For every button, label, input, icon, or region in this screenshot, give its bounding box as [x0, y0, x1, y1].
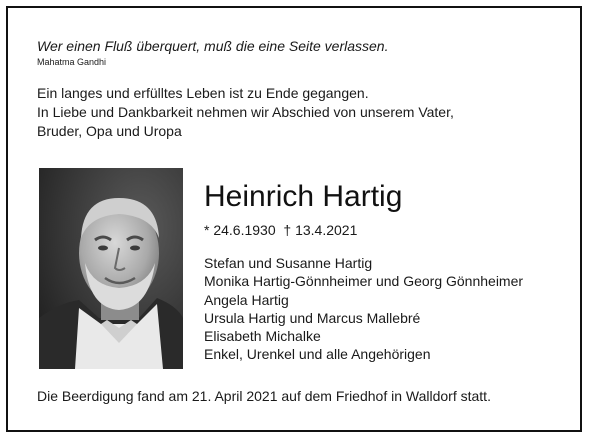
- mourner-entry: Elisabeth Michalke: [204, 328, 321, 345]
- intro-line: Ein langes und erfülltes Leben ist zu Ende gegangen.: [37, 85, 369, 101]
- obituary-card: [6, 6, 582, 432]
- intro-text: [37, 84, 557, 141]
- intro-line: Bruder, Opa und Uropa: [37, 123, 182, 139]
- mourners-list: [204, 254, 523, 364]
- quote-text: Wer einen Fluß überquert, muß die eine Seite verlassen.: [37, 38, 389, 54]
- mourner-entry: Ursula Hartig und Marcus Mallebré: [204, 309, 421, 326]
- mourner-entry: Stefan und Susanne Hartig: [204, 255, 373, 271]
- mourner-entry: Angela Hartig: [204, 291, 289, 308]
- mourner-entry: Monika Hartig-Gönnheimer und Georg Gönnheimer: [204, 273, 524, 290]
- mourner-entry: Enkel, Urenkel und alle Angehörigen: [204, 346, 431, 363]
- portrait-illustration: [39, 168, 183, 369]
- intro-line: In Liebe und Dankbarkeit nehmen wir Abschied von unserem Vater,: [37, 104, 454, 120]
- portrait-photo: [39, 168, 183, 369]
- life-dates: * 24.6.1930 † 13.4.2021: [204, 222, 358, 238]
- deceased-name: Heinrich Hartig: [204, 180, 403, 213]
- quote-author: Mahatma Gandhi: [37, 57, 107, 67]
- funeral-notice: Die Beerdigung fand am 21. April 2021 auf dem Friedhof in Walldorf statt.: [37, 388, 491, 404]
